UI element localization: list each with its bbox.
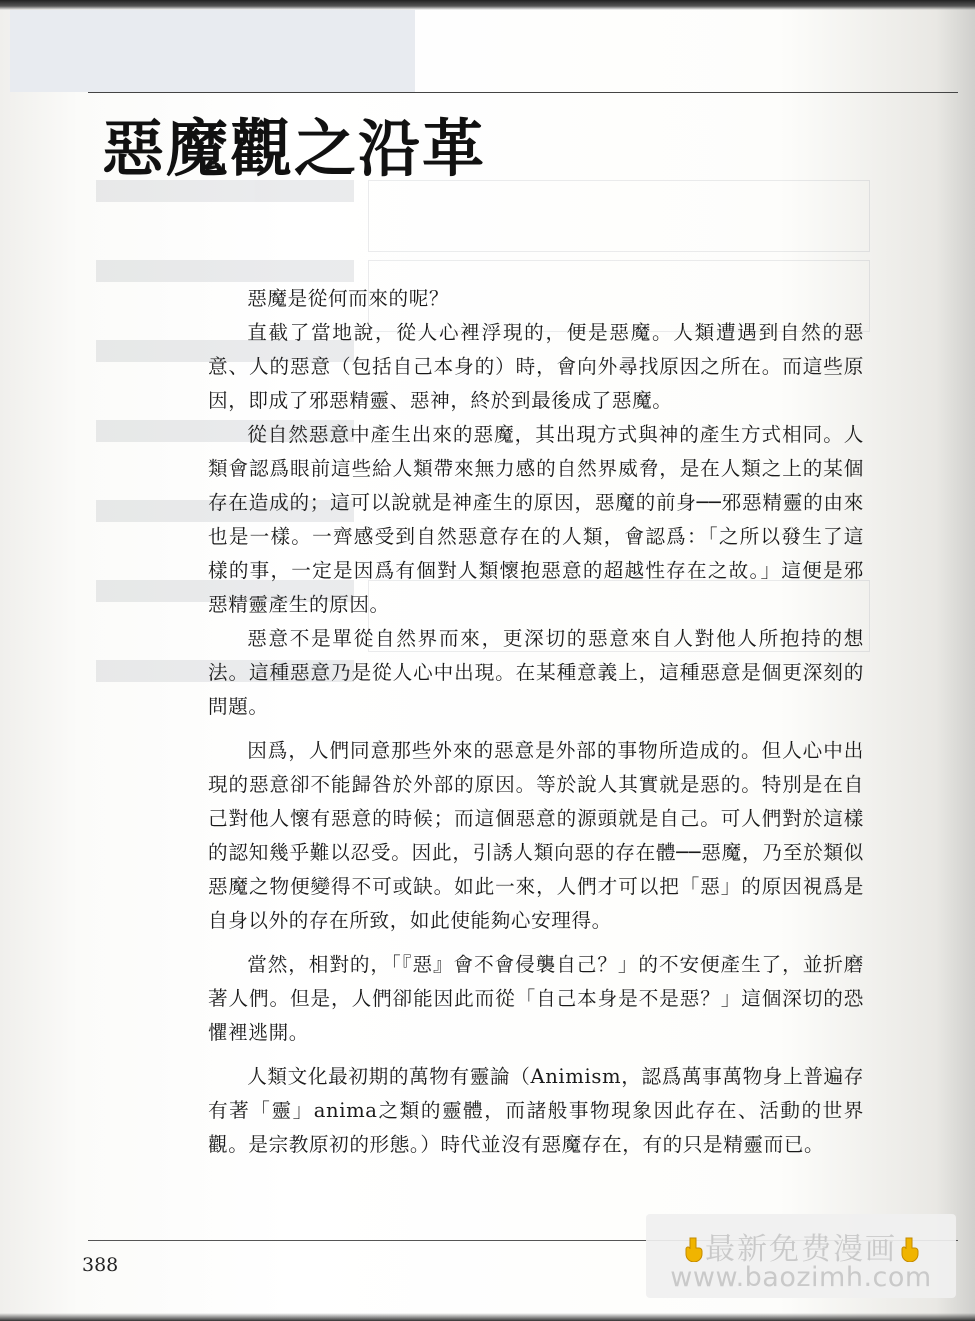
paragraph: 惡意不是單從自然界而來，更深切的惡意來自人對他人所抱持的想法。這種惡意乃是從人心中出現。在某種意義上，這種惡意是個更深刻的問題。 bbox=[208, 627, 864, 718]
watermark[interactable] bbox=[646, 1214, 956, 1298]
paragraph: 因爲，人們同意那些外來的惡意是外部的事物所造成的。但人心中出現的惡意卻不能歸咎於外部的原因。等於說人其實就是惡的。特別是在自己對他人懷有惡意的時候；而這個惡意的源頭就是自己。可人們對於這樣的認知幾乎難以忍受。因此，引誘人類向惡的存在體──惡魔，乃至於類似惡魔之物便變得不可或缺。如此一來，人們才可以把「惡」的原因視爲是自身以外的存在所致，如此使能夠心安理得。 bbox=[208, 739, 864, 932]
scan-bottom-edge bbox=[0, 1313, 975, 1321]
pointing-down-hand-icon bbox=[897, 1236, 921, 1262]
paragraph: 惡魔是從何而來的呢？ bbox=[247, 287, 450, 310]
watermark-url[interactable]: www.baozimh.com bbox=[670, 1262, 932, 1293]
top-rule bbox=[88, 92, 958, 93]
page-title: 惡魔觀之沿革 bbox=[102, 112, 487, 185]
scan-top-edge bbox=[0, 0, 975, 10]
watermark-title: 最新免费漫画 bbox=[705, 1232, 897, 1267]
pointing-down-hand-icon bbox=[681, 1236, 705, 1262]
paragraph: 直截了當地說，從人心裡浮現的，便是惡魔。人類遭遇到自然的惡意、人的惡意（包括自己本身的）時，會向外尋找原因之所在。而這些原因，即成了邪惡精靈、惡神，終於到最後成了惡魔。 bbox=[208, 321, 864, 412]
page-number: 388 bbox=[82, 1254, 119, 1276]
header-band bbox=[10, 10, 415, 92]
body-text bbox=[208, 282, 864, 1162]
paragraph: 人類文化最初期的萬物有靈論（Animism，認爲萬事萬物身上普遍存有著「靈」anima之類的靈體，而諸般事物現象因此存在、活動的世界觀。是宗教原初的形態。）時代並沒有惡魔存在，有的只是精靈而已。 bbox=[208, 1065, 864, 1156]
paragraph: 當然，相對的，「『惡』會不會侵襲自己？」的不安便產生了，並折磨著人們。但是，人們卻能因此而從「自己本身是不是惡？」這個深切的恐懼裡逃開。 bbox=[208, 953, 864, 1044]
paragraph: 從自然惡意中產生出來的惡魔，其出現方式與神的產生方式相同。人類會認爲眼前這些給人類帶來無力感的自然界威脅，是在人類之上的某個存在造成的；這可以說就是神產生的原因，惡魔的前身──邪惡精靈的由來也是一樣。一齊感受到自然惡意存在的人類，會認爲：「之所以發生了這樣的事，一定是因爲有個對人類懷抱惡意的超越性存在之故。」這便是邪惡精靈產生的原因。 bbox=[208, 423, 864, 616]
